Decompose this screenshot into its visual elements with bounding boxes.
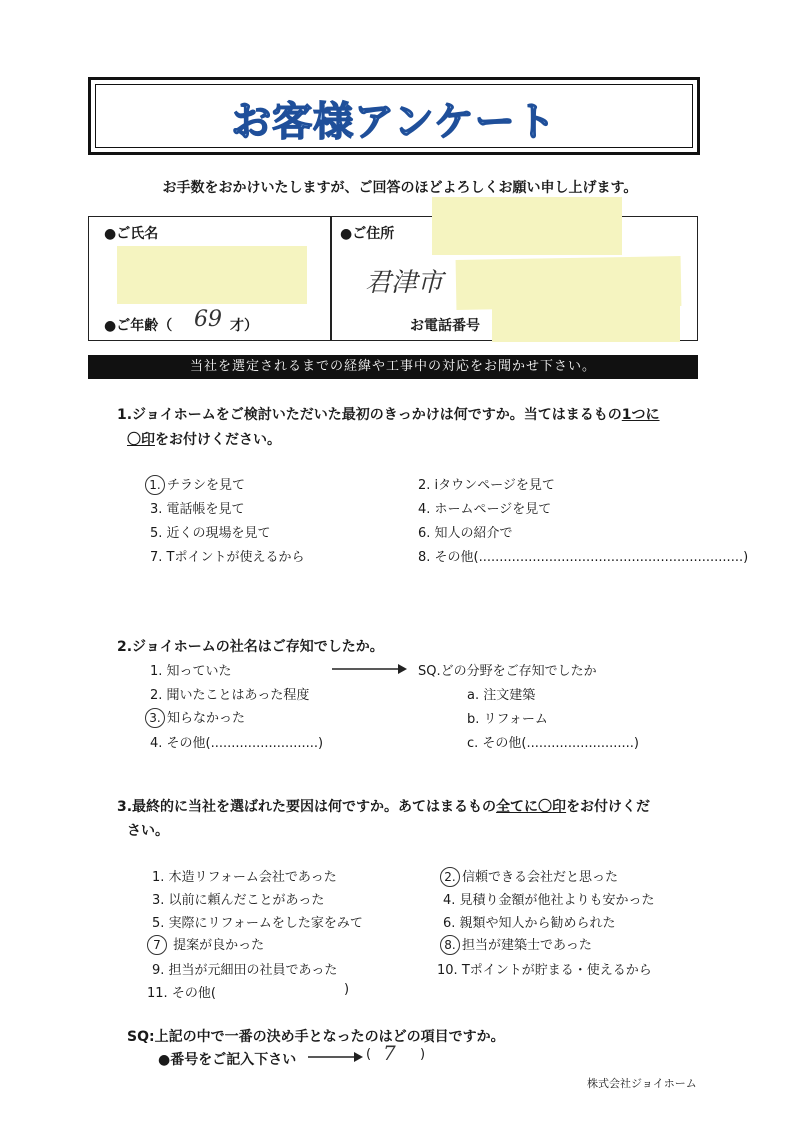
info-divider xyxy=(330,216,332,341)
q1-option-2[interactable] xyxy=(418,474,555,493)
option-label: チラシを見て xyxy=(167,478,246,493)
q3-question-line1 xyxy=(117,796,650,816)
answer-circle: 3. xyxy=(145,708,165,728)
option-label: 知らなかった xyxy=(167,711,246,726)
option-num: b. xyxy=(467,712,480,727)
intro-text: お手数をおかけいたしますが、ご回答のほどよろしくお願い申し上げます。 xyxy=(162,180,638,196)
final-sq-prompt: ●番号をご記入下さい xyxy=(158,1052,297,1068)
q1-option-8[interactable] xyxy=(418,546,748,565)
q3-option-6[interactable] xyxy=(443,912,616,931)
q3-option-3[interactable] xyxy=(152,889,324,908)
q2-option-3[interactable] xyxy=(145,707,245,728)
q3-option-4[interactable] xyxy=(443,889,655,908)
final-answer[interactable]: 7 xyxy=(383,1041,396,1065)
option-label: 知っていた xyxy=(166,664,232,679)
q2-sq-question: SQ.どの分野をご存知でしたか xyxy=(418,664,597,679)
option-label: ホームページを見て xyxy=(434,502,552,517)
q2-option-4[interactable] xyxy=(150,732,323,751)
q2-sq-option-c[interactable] xyxy=(467,732,639,751)
phone-label: お電話番号 xyxy=(410,318,480,334)
address-redaction-bottom xyxy=(456,256,682,310)
option-num: 8. xyxy=(418,550,431,565)
q1-text-2: をお付けください。 xyxy=(155,432,281,448)
q1-option-1[interactable] xyxy=(145,474,245,495)
option-num: 4. xyxy=(443,893,456,908)
option-num: 1. xyxy=(150,664,163,679)
option-num: 11. xyxy=(147,986,168,1001)
option-num: 3. xyxy=(152,893,165,908)
option-label: 近くの現場を見て xyxy=(166,526,271,541)
page-title: お客様アンケート xyxy=(231,99,557,145)
q3-option-9[interactable] xyxy=(152,959,337,978)
q1-text: 1.ジョイホームをご検討いただいた最初のきっかけは何ですか。当てはまるもの xyxy=(117,407,622,423)
company-name: 株式会社ジョイホーム xyxy=(587,1077,697,1090)
option-label: 木造リフォーム会社であった xyxy=(168,870,337,885)
q2-sq-option-b[interactable] xyxy=(467,708,548,727)
q2-sq-option-a[interactable] xyxy=(467,684,535,703)
q1-option-5[interactable] xyxy=(150,522,271,541)
option-label: リフォーム xyxy=(483,712,548,727)
option-label: 担当が建築士であった xyxy=(462,938,592,953)
q1-option-3[interactable] xyxy=(150,498,245,517)
q2-option-1[interactable] xyxy=(150,660,232,679)
option-label: 見積り金額が他社よりも安かった xyxy=(459,893,655,908)
option-label: その他(................................................................) xyxy=(434,550,749,565)
q3-option-2[interactable] xyxy=(440,866,618,887)
option-num: 1. xyxy=(152,870,165,885)
option-num: 7. xyxy=(150,550,163,565)
option-num: 6. xyxy=(443,916,456,931)
q3-option-11[interactable] xyxy=(147,982,216,1001)
q3-option-11-close: ) xyxy=(344,982,350,997)
option-num: 3. xyxy=(150,502,163,517)
option-label: 信頼できる会社だと思った xyxy=(462,870,619,885)
option-num: 6. xyxy=(418,526,431,541)
option-label: 電話帳を見て xyxy=(166,502,245,517)
option-label: 提案が良かった xyxy=(173,938,265,953)
address-label: ●ご住所 xyxy=(340,226,395,242)
option-num: c. xyxy=(467,736,479,751)
name-label: ●ご氏名 xyxy=(104,226,159,242)
q3-option-10[interactable] xyxy=(437,959,652,978)
q3-underlined: 全てに〇印 xyxy=(496,799,567,815)
age-value: 69 xyxy=(194,307,222,332)
option-num: 2. xyxy=(418,478,431,493)
final-paren-close: ) xyxy=(420,1047,426,1062)
option-label: Tポイントが使えるから xyxy=(166,550,305,565)
q3-text-2: をお付けくだ xyxy=(566,799,651,815)
q3-option-5[interactable] xyxy=(152,912,363,931)
arrow-icon xyxy=(306,1050,364,1064)
option-label: 知人の紹介で xyxy=(434,526,513,541)
title-frame xyxy=(88,77,700,155)
option-num: 10. xyxy=(437,963,458,978)
q3-option-8[interactable] xyxy=(440,934,592,955)
option-num: a. xyxy=(467,688,480,703)
q1-option-6[interactable] xyxy=(418,522,513,541)
option-label: 以前に頼んだことがあった xyxy=(168,893,325,908)
option-num: 5. xyxy=(152,916,165,931)
answer-circle: 8. xyxy=(440,935,460,955)
option-label: Tポイントが貯まる・使えるから xyxy=(461,963,652,978)
phone-redaction xyxy=(492,304,680,342)
q3-option-7[interactable] xyxy=(147,934,264,955)
q2-question: 2.ジョイホームの社名はご存知でしたか。 xyxy=(117,639,384,655)
q3-question-line2: さい。 xyxy=(127,823,169,839)
answer-circle: 1. xyxy=(145,475,165,495)
q1-underlined: 1つに xyxy=(621,407,660,423)
q1-option-7[interactable] xyxy=(150,546,305,565)
option-num: 4. xyxy=(150,736,163,751)
arrow-icon xyxy=(330,662,408,676)
q3-option-1[interactable] xyxy=(152,866,337,885)
option-label: 実際にリフォームをした家をみて xyxy=(168,916,363,931)
option-label: iタウンページを見て xyxy=(434,478,555,493)
option-label: その他(..........................) xyxy=(482,736,640,751)
answer-circle: 2. xyxy=(440,867,460,887)
option-num: 9. xyxy=(152,963,165,978)
option-num: 5. xyxy=(150,526,163,541)
option-label: 聞いたことはあった程度 xyxy=(166,688,310,703)
option-num: 4. xyxy=(418,502,431,517)
age-label: ●ご年齢（ xyxy=(104,318,173,334)
q3-text: 3.最終的に当社を選ばれた要因は何ですか。あてはまるもの xyxy=(117,799,497,815)
q1-circle-mark: 〇印 xyxy=(127,432,155,448)
q1-option-4[interactable] xyxy=(418,498,551,517)
option-label: 親類や知人から勧められた xyxy=(459,916,616,931)
age-suffix: 才） xyxy=(230,318,258,334)
answer-circle: 7 xyxy=(147,935,167,955)
section-banner: 当社を選定されるまでの経緯や工事中の対応をお聞かせ下さい。 xyxy=(88,355,698,379)
option-label: その他( xyxy=(171,986,216,1001)
final-sq-question: SQ:上記の中で一番の決め手となったのはどの項目ですか。 xyxy=(127,1029,505,1045)
q1-question-line1 xyxy=(117,404,660,424)
option-label: その他(..........................) xyxy=(166,736,324,751)
option-num: 2. xyxy=(150,688,163,703)
address-redaction-top xyxy=(432,197,622,255)
final-paren-open: ( xyxy=(366,1047,372,1062)
option-label: 注文建築 xyxy=(483,688,536,703)
address-handwritten: 君津市 xyxy=(365,268,444,298)
name-redaction xyxy=(117,246,307,304)
option-label: 担当が元細田の社員であった xyxy=(168,963,338,978)
q1-question-line2 xyxy=(127,429,281,449)
q2-option-2[interactable] xyxy=(150,684,309,703)
